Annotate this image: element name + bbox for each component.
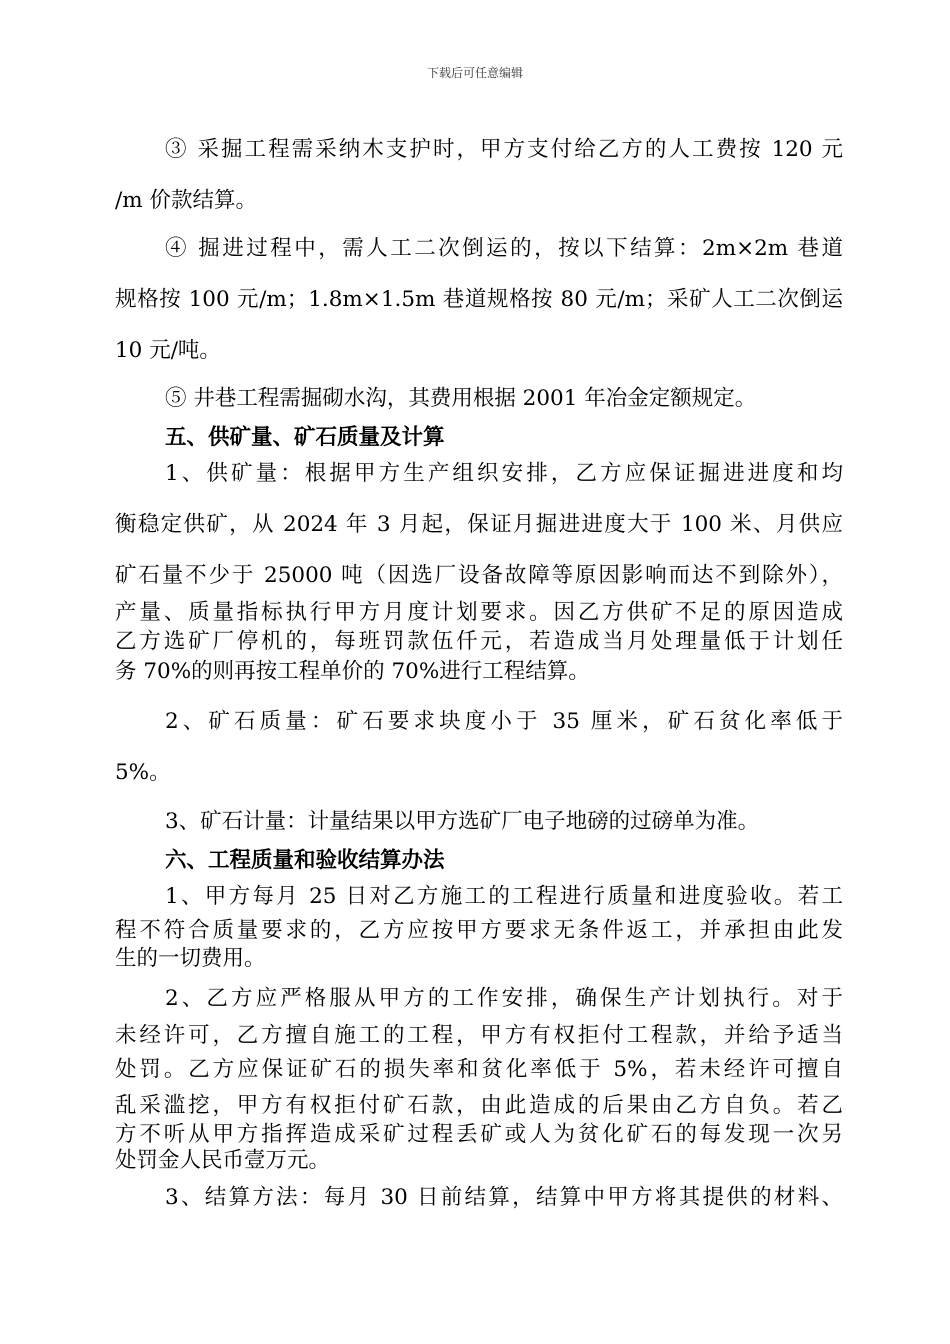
paragraph-line: 程不符合质量要求的，乙方应按甲方要求无条件返工，并承担由此发 bbox=[115, 918, 843, 943]
paragraph-line: ③ 采掘工程需采纳木支护时，甲方支付给乙方的人工费按 120 元 bbox=[165, 137, 843, 162]
paragraph-line: 2、乙方应严格服从甲方的工作安排，确保生产计划执行。对于 bbox=[165, 986, 843, 1011]
paragraph-line: 处罚金人民币壹万元。 bbox=[115, 1148, 331, 1173]
paragraph-line: 方不听从甲方指挥造成采矿过程丢矿或人为贫化矿石的每发现一次另 bbox=[115, 1122, 843, 1147]
section-heading: 六、工程质量和验收结算办法 bbox=[165, 848, 445, 873]
paragraph-line: 乱采滥挖，甲方有权拒付矿石款，由此造成的后果由乙方自负。若乙 bbox=[115, 1093, 843, 1118]
paragraph-line: 5%。 bbox=[115, 760, 171, 785]
paragraph-line: ⑤ 井巷工程需掘砌水沟，其费用根据 2001 年冶金定额规定。 bbox=[165, 386, 757, 411]
paragraph-line: /m 价款结算。 bbox=[115, 188, 257, 213]
section-heading: 五、供矿量、矿石质量及计算 bbox=[165, 425, 445, 450]
header-note: 下载后可任意编辑 bbox=[426, 66, 523, 80]
paragraph-line: 2、矿石质量：矿石要求块度小于 35 厘米，矿石贫化率低于 bbox=[165, 709, 843, 734]
paragraph-line: 10 元/吨。 bbox=[115, 338, 221, 363]
paragraph-line: 衡稳定供矿，从 2024 年 3 月起，保证月掘进进度大于 100 米、月供应 bbox=[115, 512, 843, 537]
paragraph-line: 规格按 100 元/m；1.8m×1.5m 巷道规格按 80 元/m；采矿人工二次倒运 bbox=[115, 287, 843, 312]
paragraph-line: 3、矿石计量：计量结果以甲方选矿厂电子地磅的过磅单为准。 bbox=[165, 809, 760, 834]
paragraph-line: 1、甲方每月 25 日对乙方施工的工程进行质量和进度验收。若工 bbox=[165, 884, 843, 909]
paragraph-line: 生的一切费用。 bbox=[115, 946, 266, 971]
paragraph-line: 务 70%的则再按工程单价的 70%进行工程结算。 bbox=[115, 659, 590, 684]
paragraph-line: 3、结算方法：每月 30 日前结算，结算中甲方将其提供的材料、 bbox=[165, 1185, 843, 1210]
paragraph-line: 产量、质量指标执行甲方月度计划要求。因乙方供矿不足的原因造成 bbox=[115, 600, 843, 625]
paragraph-line: 处罚。乙方应保证矿石的损失率和贫化率低于 5%，若未经许可擅自 bbox=[115, 1057, 843, 1082]
paragraph-line: 未经许可，乙方擅自施工的工程，甲方有权拒付工程款，并给予适当 bbox=[115, 1023, 843, 1048]
paragraph-line: 1、供矿量：根据甲方生产组织安排，乙方应保证掘进进度和均 bbox=[165, 461, 843, 486]
paragraph-line: 矿石量不少于 25000 吨（因选厂设备故障等原因影响而达不到除外）， bbox=[115, 563, 843, 588]
paragraph-line: ④ 掘进过程中，需人工二次倒运的，按以下结算：2m×2m 巷道 bbox=[165, 236, 843, 261]
paragraph-line: 乙方选矿厂停机的，每班罚款伍仟元，若造成当月处理量低于计划任 bbox=[115, 629, 843, 654]
